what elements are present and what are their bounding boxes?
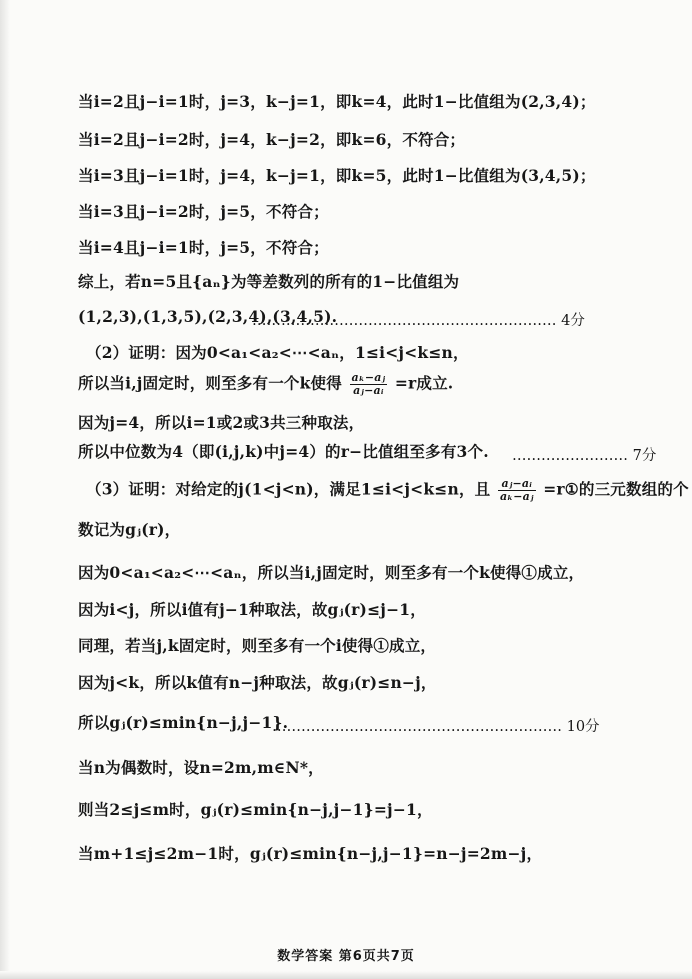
ratio-fraction-2-denominator: aₖ−aⱼ (499, 490, 534, 503)
page-footer: 数学答案 第6页共7页 (277, 949, 415, 964)
scan-edge-left (0, 0, 10, 979)
even-n-line: 当n为偶数时，设n=2m,m∈N*， (78, 758, 324, 777)
i-choices-line: 因为i<j，所以i值有j−1种取法，故gⱼ(r)≤j−1， (78, 600, 426, 619)
score-4: ……………………………………………………… 4分 (252, 313, 585, 329)
case-line-1: 当i=2且j−i=1时，j=3，k−j=1，即k=4，此时1−比值组为(2,3,4)； (78, 92, 596, 111)
ratio-fraction-2-numerator: aⱼ−aᵢ (498, 478, 536, 491)
part2-k-text: 所以当i,j固定时，则至多有一个k使得 (78, 373, 342, 393)
part3-line (86, 478, 689, 503)
score-10: …………………………………………………… 10分 (272, 719, 600, 735)
summary-line: 综上，若n=5且{aₙ}为等差数列的所有的1−比值组为 (78, 272, 460, 291)
case-line-4: 当i=3且j−i=2时，j=5，不符合； (78, 202, 329, 221)
jk-fixed-line: 同理，若当j,k固定时，则至多有一个i使得①成立， (78, 636, 437, 655)
min-bound-line (78, 713, 288, 733)
part3-text: （3）证明：对给定的j(1<j<n)，满足1≤i<j<k≤n，且 (86, 479, 491, 499)
part3-tail: =r①的三元数组的个 (543, 479, 689, 499)
part2-conclusion-line (78, 442, 489, 462)
gj-definition-line: 数记为gⱼ(r)， (78, 520, 181, 539)
ratio-fraction-1 (350, 372, 388, 397)
part2-line: （2）证明：因为0<a₁<a₂<⋯<aₙ，1≤i<j<k≤n， (86, 343, 469, 362)
case-line-2: 当i=2且j−i=2时，j=4，k−j=2，即k=6，不符合； (78, 130, 466, 149)
part2-i-line: 因为j=4，所以i=1或2或3共三种取法， (78, 413, 365, 432)
part2-k-tail: =r成立. (394, 373, 454, 393)
k-choices-line: 因为j<k，所以k值有n−j种取法，故gⱼ(r)≤n−j， (78, 673, 437, 692)
scan-edge-bottom (0, 971, 692, 979)
score-7: …………………… 7分 (512, 448, 657, 464)
min-bound-text: 所以gⱼ(r)≤min{n−j,j−1}. (78, 713, 289, 732)
case-large-j-line: 当m+1≤j≤2m−1时，gⱼ(r)≤min{n−j,j−1}=n−j=2m−j， (78, 844, 543, 863)
case-line-3: 当i=3且j−i=1时，j=4，k−j=1，即k=5，此时1−比值组为(3,4,5)； (78, 166, 596, 185)
ratio-fraction-2 (498, 478, 536, 503)
ratio-fraction-1-denominator: aⱼ−aᵢ (353, 384, 384, 397)
part2-conclusion-text: 所以中位数为4（即(i,j,k)中j=4）的r−比值组至多有3个. (78, 442, 489, 461)
case-line-5: 当i=4且j−i=1时，j=5，不符合； (78, 238, 329, 257)
ratio-fraction-1-numerator: aₖ−aⱼ (351, 371, 386, 384)
ratio-groups-text: (1,2,3),(1,3,5),(2,3,4),(3,4,5). (78, 307, 338, 326)
case-small-j-line: 则当2≤j≤m时，gⱼ(r)≤min{n−j,j−1}=j−1， (78, 800, 433, 819)
ij-fixed-line: 因为0<a₁<a₂<⋯<aₙ，所以当i,j固定时，则至多有一个k使得①成立， (78, 563, 585, 582)
part2-k-line (78, 372, 453, 397)
